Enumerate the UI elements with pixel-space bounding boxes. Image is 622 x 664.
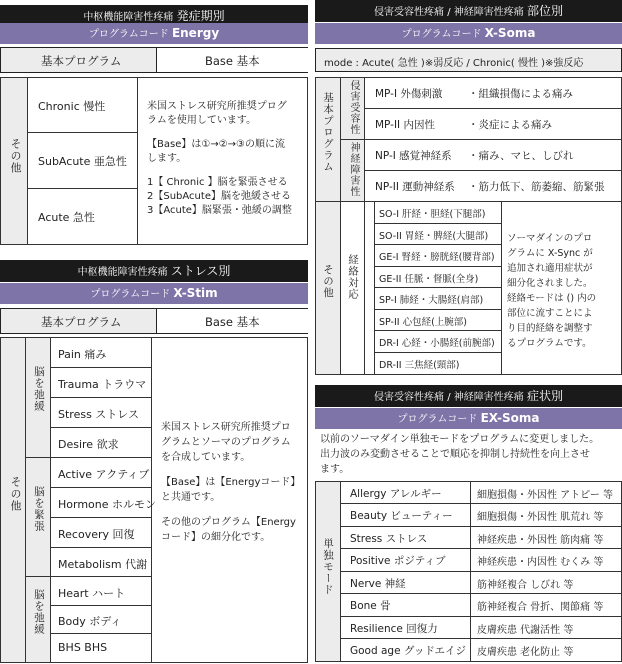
soma-mode-row [315,48,622,72]
exsoma-row-effect: 細胞損傷・外因性 肌荒れ 等 [477,512,604,523]
exsoma-intro [320,432,620,477]
exsoma-program-bar [315,408,622,429]
soma-row-effect: ・痛み、マヒ、しびれ [468,150,574,162]
exsoma-rows [341,482,621,661]
stim-group-relax-1 [26,338,51,458]
stim-item-label: Body ボディ [58,615,122,628]
stim-item[interactable] [51,488,157,518]
exsoma-row-effect: 神経疾患・内因性 むくみ 等 [477,557,604,568]
soma-group-label: 神経障害性 [348,142,359,197]
exsoma-header-text: 侵害受容性疼痛 / 神経障害性疼痛 [374,392,524,403]
stim-item-label: Desire 欲求 [58,438,119,451]
stim-item[interactable] [51,606,151,634]
stim-group-tense [26,458,51,577]
energy-item-chronic[interactable] [28,78,137,133]
soma-meridian-item[interactable] [375,202,501,224]
stim-item-label: Stress ストレス [58,408,139,421]
soma-row[interactable] [365,140,621,171]
soma-desc-line: 追加され適用症状が [507,263,593,274]
stim-desc-line: を合成しています。 [161,452,251,463]
soma-meridian-text: SP-II 心包経(上腕部) [379,317,468,328]
stim-header-big: ストレス別 [170,264,231,278]
soma-meridian-item[interactable] [375,267,501,288]
stim-desc [161,420,307,545]
energy-desc-line: ラムを使用しています。 [147,115,257,126]
exsoma-row[interactable] [341,482,621,504]
soma-meridian-item[interactable] [375,353,501,374]
energy-program-prefix: プログラムコード [88,29,169,40]
stim-item[interactable] [51,577,151,606]
energy-desc-line: 【Base】は①→②→③の順に流 [147,139,286,150]
stim-item-label: Trauma トラウマ [58,378,147,391]
soma-row-name: NP-I 感覚神経系 [375,150,452,162]
stim-item[interactable] [51,634,151,662]
soma-meridian-item[interactable] [375,331,501,353]
soma-desc-line: 経絡モードは () 内の [507,293,597,304]
stim-item-label: Heart ハート [58,587,126,600]
soma-meridian-item[interactable] [375,224,501,245]
exsoma-row-effect: 皮膚疾患 代謝活性 等 [477,625,574,636]
soma-row[interactable] [365,171,621,202]
stim-item-label: Hormone ホルモン [58,498,157,511]
soma-group-meridian [341,202,365,374]
soma-meridian-text: GE-I 腎経・膀胱経(腰背部) [379,252,495,263]
stim-item[interactable] [51,428,151,458]
stim-item-label: Pain 痛み [58,348,107,361]
stim-program-bar [0,283,308,304]
soma-header-text: 侵害受容性疼痛 / 神経障害性疼痛 [374,7,524,18]
exsoma-row-effect: 皮膚疾患 老化防止 等 [477,647,574,658]
exsoma-row[interactable] [341,504,621,527]
exsoma-row[interactable] [341,617,621,639]
stim-desc-line: 【Base】は【Energyコード】 [161,477,301,488]
soma-desc-line: り目的経絡を調整す [507,323,593,334]
soma-row[interactable] [365,78,621,109]
stim-desc-line: と共通です。 [161,492,221,503]
exsoma-row-name: Bone 骨 [350,600,391,612]
stim-desc-line: その他のプログラム【Energy [161,517,296,528]
soma-desc-line: 部位に流すことによ [507,308,593,319]
energy-side [1,78,28,244]
soma-program-code: X-Soma [484,26,536,40]
soma-meridians [374,202,502,374]
stim-desc-line: コード】の細分化です。 [161,532,271,543]
energy-base-value: Base 基本 [205,54,260,68]
soma-header [315,0,622,22]
soma-meridian-text: SO-I 肝経・胆経(下腿部) [379,209,486,220]
exsoma-intro-line: ます。 [320,464,350,475]
soma-side-other [316,202,341,374]
stim-items [51,338,157,662]
energy-desc-line: します。 [147,153,187,164]
stim-program-prefix: プログラムコード [90,289,171,300]
energy-item-label: Chronic 慢性 [38,100,106,113]
exsoma-side-label: 単独モード [322,538,334,596]
exsoma-row-name: Resilience 回復力 [350,623,438,635]
stim-item-label: BHS BHS [58,641,108,654]
energy-base-row [0,47,308,73]
exsoma-row[interactable] [341,527,621,549]
soma-body [315,77,622,375]
exsoma-program-code: EX-Soma [480,411,540,425]
exsoma-row-name: Beauty ビューティー [350,510,453,522]
exsoma-row-effect: 神経疾患・外因性 筋肉痛 等 [477,535,604,546]
energy-desc-line: 2【SubAcute】脳を弛緩させる [147,191,291,202]
stim-body [0,337,308,663]
soma-meridian-item[interactable] [375,245,501,267]
energy-item-subacute[interactable] [28,133,137,189]
energy-desc [147,100,307,218]
exsoma-row-name: Stress ストレス [350,533,428,545]
soma-row-name: MP-II 内因性 [375,119,435,131]
soma-row-effect: ・筋力低下、筋萎縮、筋緊張 [468,181,605,193]
stim-item[interactable] [51,338,151,368]
exsoma-row-name: Positive ポジティブ [350,555,446,567]
stim-group-relax-2 [26,577,51,662]
stim-desc-line: グラムとソーマのプログラム [161,437,291,448]
soma-row-effect: ・炎症による痛み [468,119,552,131]
soma-side-base [316,78,341,202]
soma-meridian-text: DR-I 心経・小腸経(前腕部) [379,338,495,349]
soma-meridian-item[interactable] [375,288,501,310]
exsoma-row-effect: 筋神経複合 骨折、関節痛 等 [477,602,604,613]
exsoma-program-prefix: プログラムコード [397,414,478,425]
stim-side [1,338,26,662]
soma-desc-line: るプログラムです。 [507,338,592,349]
stim-desc-line: 米国ストレス研究所推奨プロ [161,422,291,433]
energy-body [0,77,308,245]
soma-program-bar [315,23,622,44]
stim-panel [0,260,308,664]
exsoma-row-effect: 筋神経複合 しびれ 等 [477,580,574,591]
stim-item-label: Metabolism 代謝 [58,558,148,571]
exsoma-row[interactable] [341,639,621,661]
energy-base-label: 基本プログラム [41,54,122,68]
stim-side-label: その他 [9,476,22,512]
soma-group-nociceptive [341,78,365,140]
stim-base-row [0,308,308,334]
stim-header-text: 中枢機能障害性疼痛 [77,267,168,278]
energy-program-bar [0,23,308,44]
energy-item-label: SubAcute 亜急性 [38,155,127,168]
soma-panel [315,0,622,378]
energy-panel [0,0,308,248]
soma-program-prefix: プログラムコード [401,29,482,40]
exsoma-side [316,482,341,661]
exsoma-header [315,385,622,407]
exsoma-table [315,481,622,662]
stim-item-label: Recovery 回復 [58,528,135,541]
energy-item-acute[interactable] [28,189,137,244]
soma-group-neuropathic [341,140,365,202]
soma-side-other-label: その他 [322,264,334,299]
soma-meridian-item[interactable] [375,310,501,331]
stim-item[interactable] [51,518,151,548]
soma-header-big: 部位別 [526,4,563,18]
stim-item[interactable] [51,458,151,488]
soma-row-effect: ・組織損傷による痛み [468,88,573,100]
stim-item-label: Active アクティブ [58,468,150,481]
soma-mode-text: mode : Acute( 急性 )※弱反応 / Chronic( 慢性 )※強反応 [324,58,584,69]
soma-row-name: MP-I 外傷刺激 [375,88,443,100]
exsoma-row[interactable] [341,594,621,617]
exsoma-row-effect: 細胞損傷・外因性 アトピー 等 [477,490,613,501]
energy-items [28,78,138,244]
energy-program-code: Energy [171,26,220,40]
energy-header-text: 中枢機能障害性疼痛 [83,12,174,23]
stim-item[interactable] [51,398,151,428]
soma-meridian-text: GE-II 任脈・督脈(全身) [379,274,479,285]
energy-item-label: Acute 急性 [38,211,95,224]
soma-row[interactable] [365,109,621,140]
stim-header [0,260,308,282]
exsoma-row-name: Good age グッドエイジ [350,645,466,657]
soma-row-name: NP-II 運動神経系 [375,181,455,193]
exsoma-intro-line: 出力波のみ変動させることで順応を抑制し持続性を向上させ [320,449,590,460]
exsoma-intro-line: 以前のソーマダイン単独モードをプログラムに変更しました。 [320,434,600,445]
exsoma-row[interactable] [341,549,621,572]
stim-group-label: 脳を弛緩 [33,366,45,412]
exsoma-row[interactable] [341,572,621,594]
stim-item[interactable] [51,548,151,577]
exsoma-header-big: 症状別 [526,389,563,403]
soma-desc-line: ソーマダインのプロ [507,233,593,244]
energy-side-label: その他 [9,138,22,174]
energy-desc-line: 3【Acute】脳緊張・弛緩の調整 [147,205,292,216]
energy-header-big: 発症期別 [176,9,225,23]
soma-meridian-text: SO-II 胃経・脾経(大腿部) [379,231,489,242]
stim-item[interactable] [51,368,151,398]
soma-group-label: 侵害受容性 [348,80,359,135]
energy-desc-line: 1【 Chronic 】脳を緊張させる [147,177,288,188]
stim-base-label: 基本プログラム [41,315,122,329]
stim-group-label: 脳を緊張 [33,486,45,532]
exsoma-row-name: Allergy アレルギー [350,488,442,500]
soma-meridian-text: DR-II 三焦経(頸部) [379,360,460,371]
soma-meridian-text: SP-I 肺経・大腸経(肩部) [379,295,484,306]
stim-group-label: 脳を弛緩 [33,589,45,635]
exsoma-panel [315,385,622,664]
stim-program-code: X-Stim [173,286,218,300]
soma-desc [507,231,619,351]
soma-side-base-label: 基本プログラム [322,92,334,173]
soma-desc-line: グラムに X-Sync が [507,248,593,259]
soma-meridian-label: 経絡対応 [347,254,359,300]
energy-desc-line: 米国ストレス研究所推奨プログ [147,101,287,112]
stim-base-value: Base 基本 [205,315,260,329]
exsoma-row-name: Nerve 神経 [350,578,406,590]
soma-desc-line: 細分化されました。 [507,278,593,289]
